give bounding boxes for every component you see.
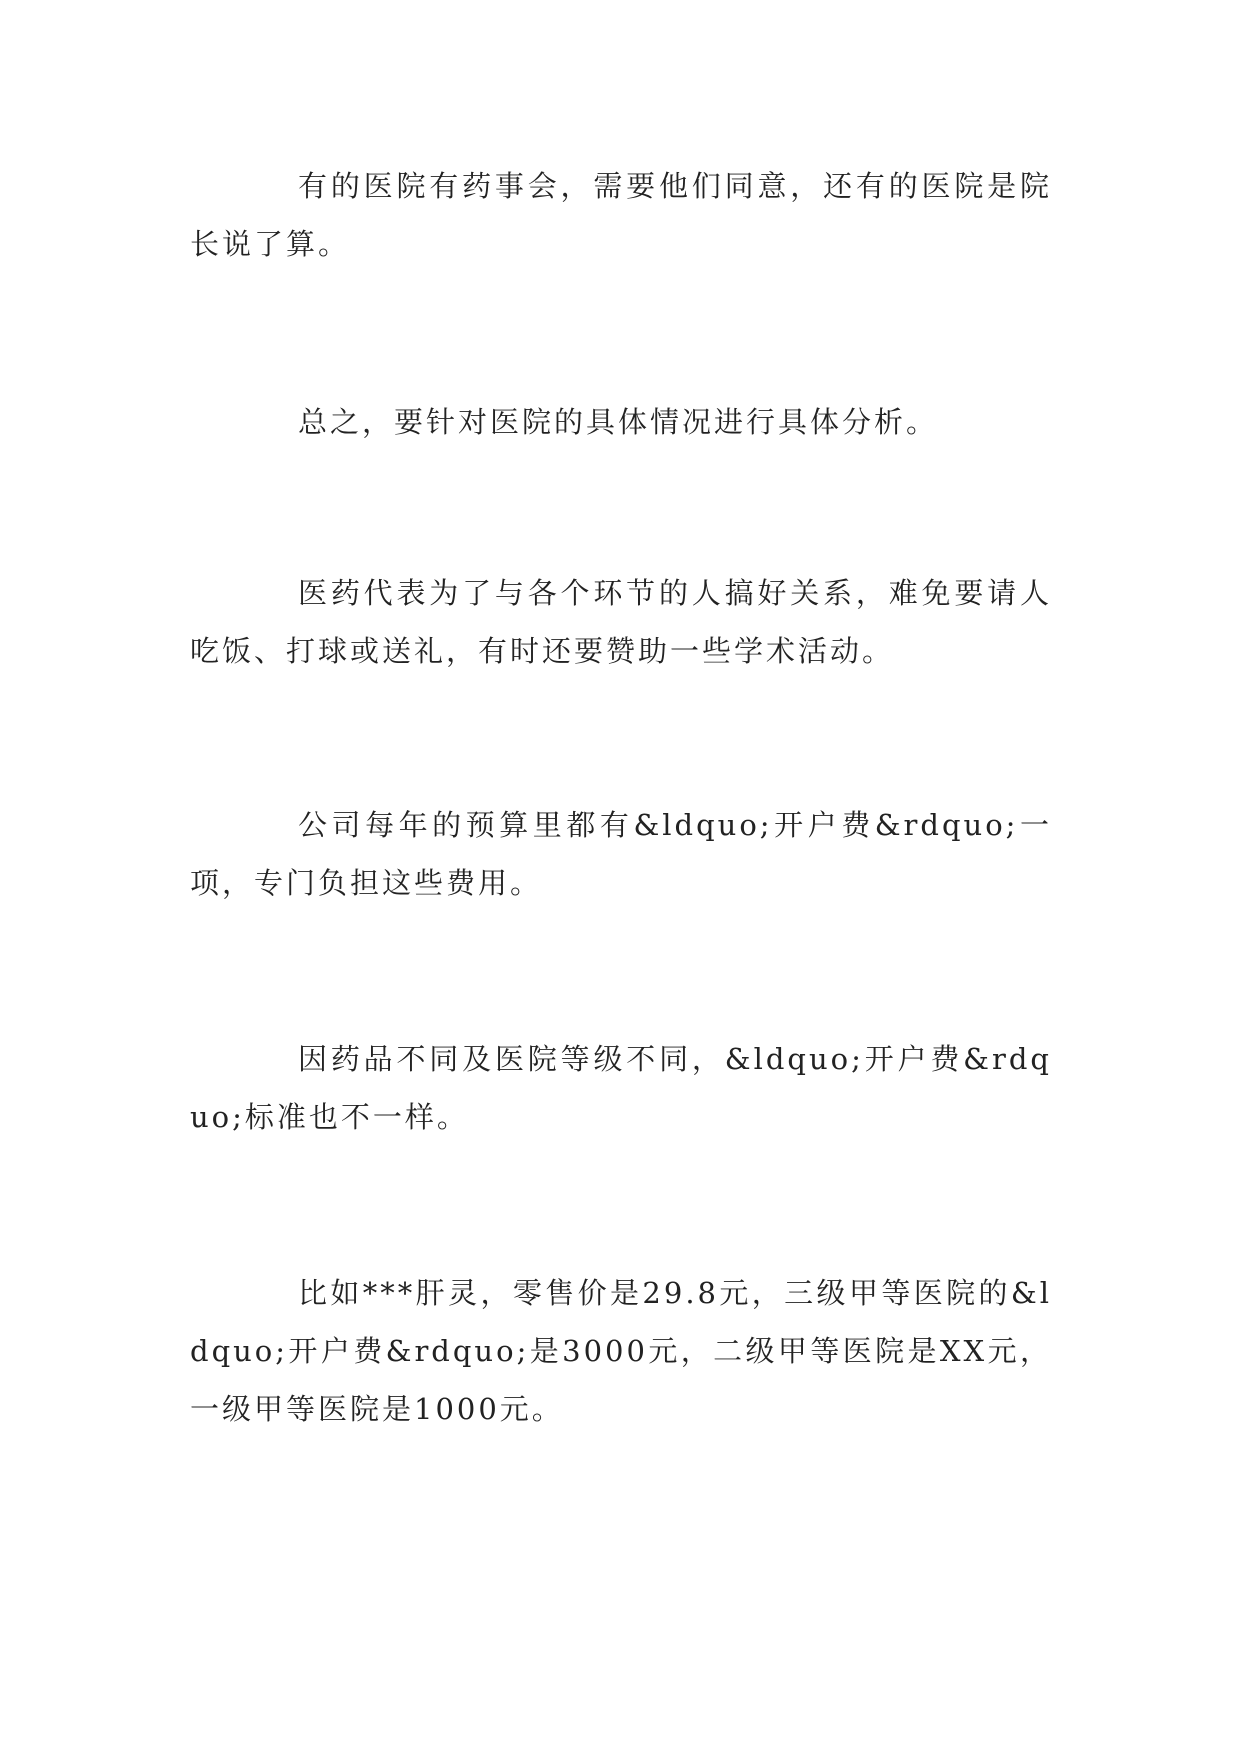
paragraph-5: 因药品不同及医院等级不同，&ldquo;开户费&rdquo;标准也不一样。 — [190, 1042, 1052, 1134]
paragraph-2: 总之，要针对医院的具体情况进行具体分析。 — [298, 405, 939, 439]
paragraph-6: 比如***肝灵，零售价是29.8元，三级甲等医院的&ldquo;开户费&rdquo;是3000元，二级甲等医院是XX元，一级甲等医院是1000元。 — [190, 1276, 1052, 1426]
paragraph-4: 公司每年的预算里都有&ldquo;开户费&rdquo;一项，专门负担这些费用。 — [190, 808, 1052, 900]
paragraph-3: 医药代表为了与各个环节的人搞好关系，难免要请人吃饭、打球或送礼，有时还要赞助一些学术活动。 — [190, 576, 1052, 668]
paragraph-1: 有的医院有药事会，需要他们同意，还有的医院是院长说了算。 — [190, 169, 1052, 261]
